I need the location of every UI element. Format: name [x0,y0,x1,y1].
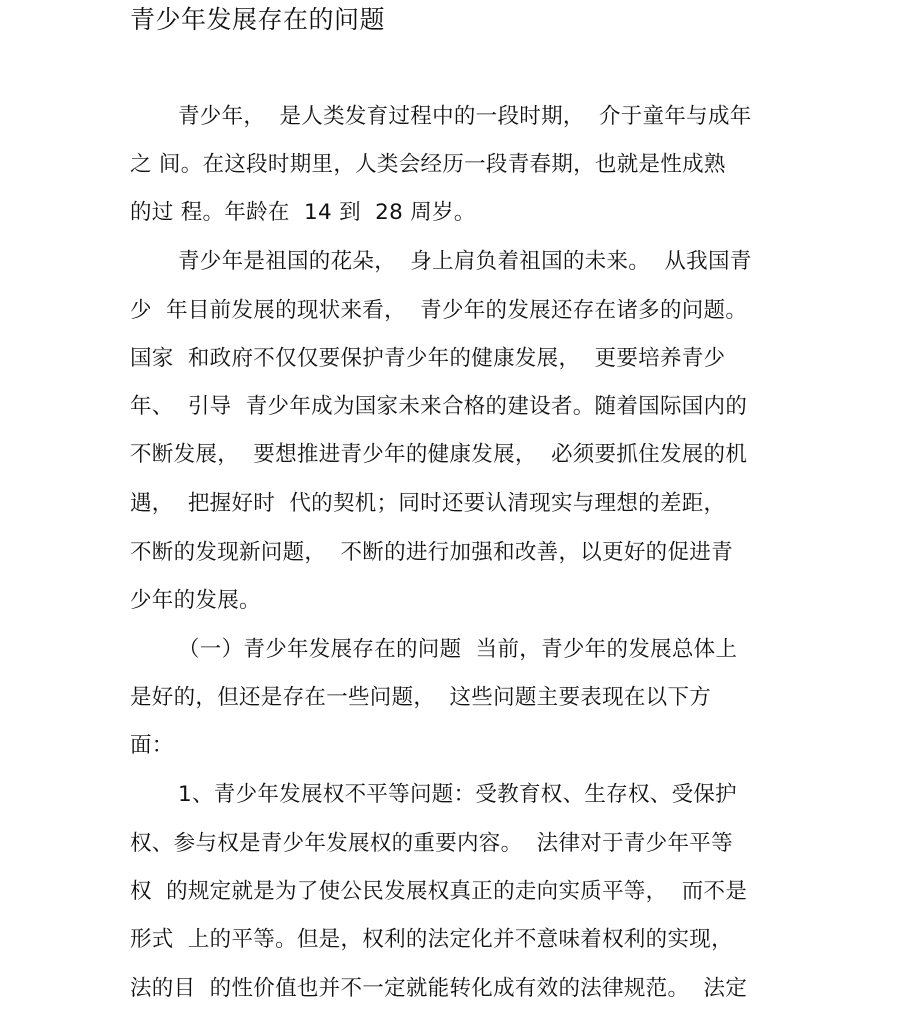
paragraph-line: 年、 引导 青少年成为国家未来合格的建设者。随着国际国内的 [130,394,748,419]
paragraph-line: 是好的，但还是存在一些问题， 这些问题主要表现在以下方 [130,685,712,710]
paragraph-line: （一）青少年发展存在的问题 当前，青少年的发展总体上 [178,637,738,662]
paragraph-line: 形式 上的平等。但是，权利的法定化并不意味着权利的实现， [130,927,733,952]
paragraph-line: 面： [130,733,174,758]
paragraph-line: 之 间。在这段时期里，人类会经历一段青春期，也就是性成熟 [130,152,726,177]
paragraph-line: 法的目 的性价值也并不一定就能转化成有效的法律规范。 法定 [130,976,748,1001]
paragraph-line: 1、青少年发展权不平等问题：受教育权、生存权、受保护 [178,782,737,807]
paragraph-line: 不断的发现新问题， 不断的进行加强和改善，以更好的促进青 [130,540,733,565]
paragraph-line: 不断发展， 要想推进青少年的健康发展， 必须要抓住发展的机 [130,442,748,467]
paragraph-line: 的过 程。年龄在 14 到 28 周岁。 [130,200,476,225]
paragraph-line: 权 的规定就是为了使公民发展权真正的走向实质平等， 而不是 [130,879,748,904]
paragraph-line: 少 年目前发展的现状来看， 青少年的发展还存在诸多的问题。 [130,298,748,323]
paragraph-line: 青少年是祖国的花朵， 身上肩负着祖国的未来。 从我国青 [178,249,752,274]
paragraph-line: 青少年， 是人类发育过程中的一段时期， 介于童年与成年 [178,104,752,129]
document-title: 青少年发展存在的问题 [130,5,386,34]
paragraph-line: 少年的发展。 [130,588,261,613]
paragraph-line: 国家 和政府不仅仅要保护青少年的健康发展， 更要培养青少 [130,346,726,371]
paragraph-line: 遇， 把握好时 代的契机；同时还要认清现实与理想的差距， [130,491,726,516]
paragraph-line: 权、参与权是青少年发展权的重要内容。 法律对于青少年平等 [130,831,733,856]
